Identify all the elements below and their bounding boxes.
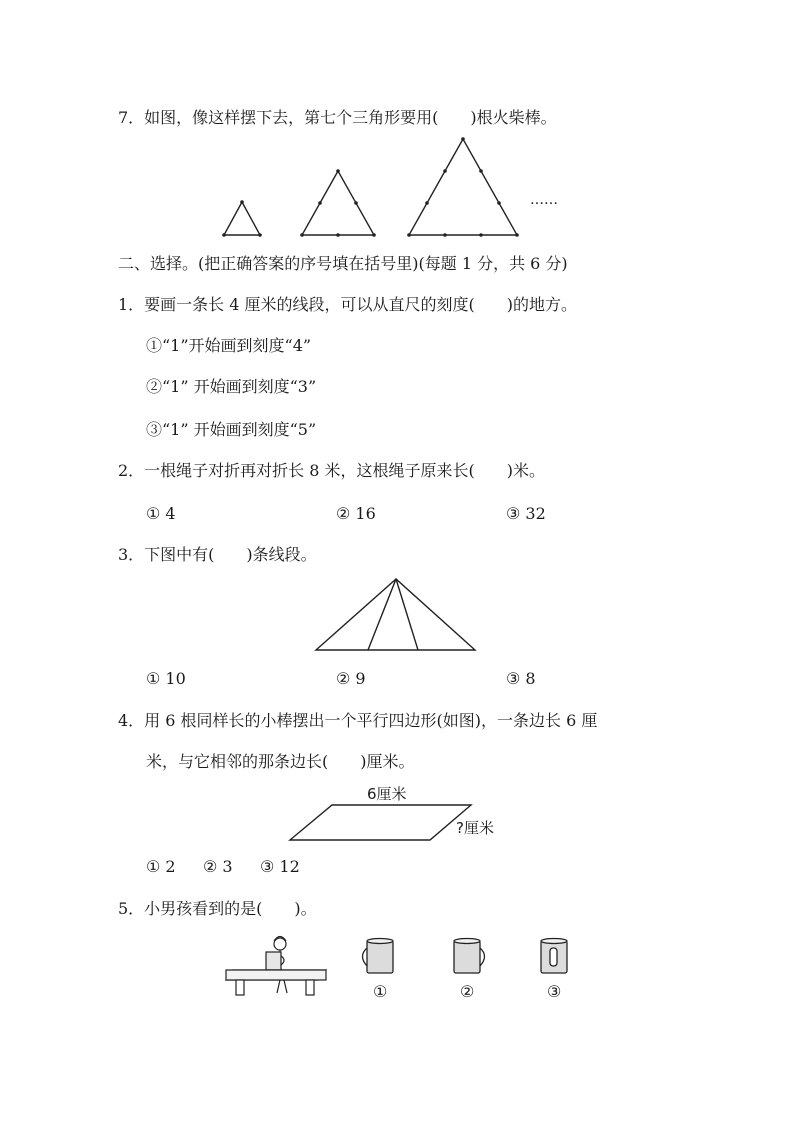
cup-label-1: ① <box>373 982 388 1001</box>
question-5-text: 5．小男孩看到的是( )。 <box>118 899 317 918</box>
q1-option-2: ②“1” 开始画到刻度“3” <box>146 377 317 396</box>
q2-option-1: ① 4 <box>146 504 176 523</box>
q1-option-1: ①“1”开始画到刻度“4” <box>146 336 312 355</box>
question-3-text: 3．下图中有( )条线段。 <box>118 545 317 564</box>
parallelogram-top-label: 6厘米 <box>367 785 407 803</box>
question-4-text-line-1: 4．用 6 根同样长的小棒摆出一个平行四边形(如图)，一条边长 6 厘 <box>118 711 598 730</box>
question-2-text: 2．一根绳子对折再对折长 8 米，这根绳子原来长( )米。 <box>118 461 546 480</box>
question-4-text-line-2: 米，与它相邻的那条边长( )厘米。 <box>146 752 415 771</box>
q4-option-3: ③ 12 <box>260 857 300 876</box>
q2-option-3: ③ 32 <box>506 504 546 523</box>
q1-option-3: ③“1” 开始画到刻度“5” <box>146 420 317 439</box>
q3-option-1: ① 10 <box>146 669 186 688</box>
section-2-heading: 二、选择。(把正确答案的序号填在括号里)(每题 1 分，共 6 分) <box>118 254 568 273</box>
q3-option-2: ② 9 <box>336 669 366 688</box>
pattern-ellipsis: …… <box>530 192 558 208</box>
q4-option-1: ① 2 <box>146 857 176 876</box>
question-1-text: 1．要画一条长 4 厘米的线段，可以从直尺的刻度( )的地方。 <box>118 295 578 314</box>
cup-label-3: ③ <box>547 982 562 1001</box>
parallelogram-side-label: ?厘米 <box>456 819 494 837</box>
question-7-text: 7．如图，像这样摆下去，第七个三角形要用( )根火柴棒。 <box>118 108 557 127</box>
q2-option-2: ② 16 <box>336 504 376 523</box>
q4-option-2: ② 3 <box>203 857 233 876</box>
q3-option-3: ③ 8 <box>506 669 536 688</box>
cup-label-2: ② <box>460 982 475 1001</box>
